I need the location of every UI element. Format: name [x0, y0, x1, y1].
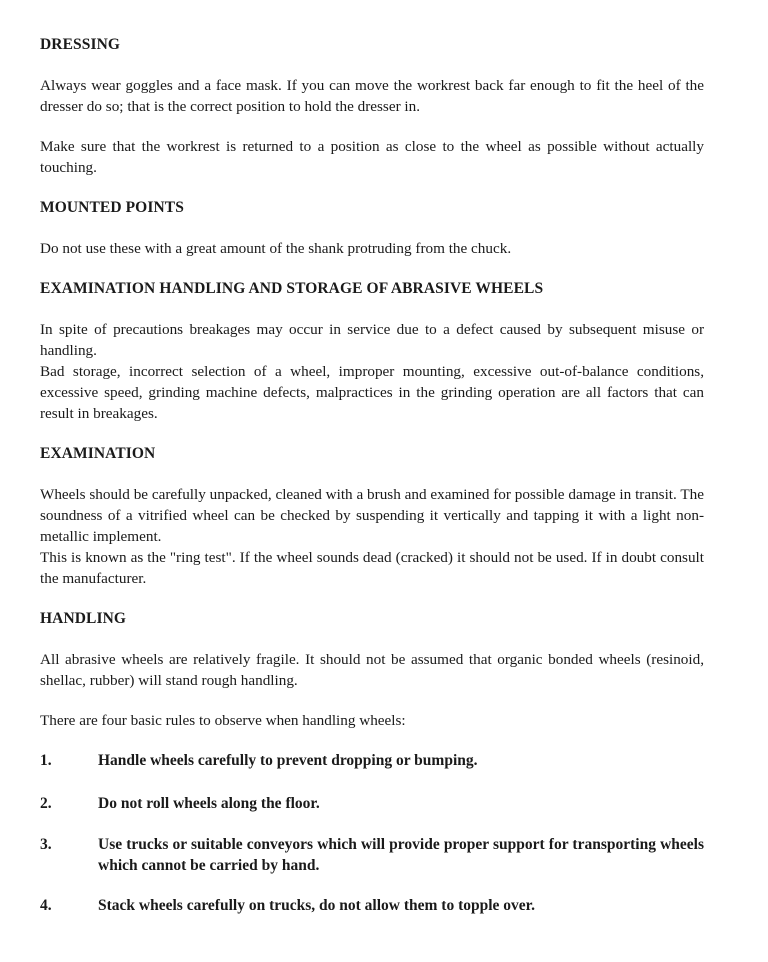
rule-number: 2.: [40, 795, 52, 812]
list-item: [40, 793, 704, 814]
rule-text: Use trucks or suitable conveyors which will provide proper support for transporting wheels which cannot be carried by hand.: [98, 836, 704, 874]
handling-paragraph-2: There are four basic rules to observe when handling wheels:: [40, 712, 406, 729]
rule-number: 4.: [40, 897, 52, 914]
list-item: [40, 895, 704, 916]
dressing-paragraph-1: Always wear goggles and a face mask. If you can move the workrest back far enough to fit the heel of the dresser do so; that is the correct position to hold the dresser in.: [40, 77, 704, 115]
list-item: [40, 750, 704, 771]
handling-paragraph-1: All abrasive wheels are relatively fragile. It should not be assumed that organic bonded wheels (resinoid, shellac, rubber) will stand rough handling.: [40, 651, 704, 689]
dressing-paragraph-2: Make sure that the workrest is returned to a position as close to the wheel as possible without actually touching.: [40, 138, 704, 176]
rule-number: 1.: [40, 752, 52, 769]
examination-paragraph-1: Wheels should be carefully unpacked, cleaned with a brush and examined for possible damage in transit. The soundness of a vitrified wheel can be checked by suspending it vertically and tapping it with a light non-metallic implement.: [40, 486, 704, 545]
heading-mounted-points: MOUNTED POINTS: [40, 199, 184, 216]
heading-dressing: DRESSING: [40, 36, 121, 53]
rule-text: Stack wheels carefully on trucks, do not allow them to topple over.: [98, 897, 536, 914]
examination-paragraph-2: This is known as the "ring test". If the wheel sounds dead (cracked) it should not be used. If in doubt consult the manufacturer.: [40, 549, 704, 587]
list-item: [40, 834, 704, 876]
mounted-points-paragraph: Do not use these with a great amount of the shank protruding from the chuck.: [40, 240, 512, 257]
heading-handling: HANDLING: [40, 610, 127, 627]
handling-rules-list: [40, 750, 704, 916]
ehs-paragraph-2: Bad storage, incorrect selection of a wheel, improper mounting, excessive out-of-balance conditions, excessive speed, grinding machine defects, malpractices in the grinding operation are all factors that can result in breakages.: [40, 363, 704, 422]
document-page: [40, 34, 704, 916]
rule-text: Do not roll wheels along the floor.: [98, 795, 320, 812]
heading-examination-handling-storage: EXAMINATION HANDLING AND STORAGE OF ABRASIVE WHEELS: [40, 280, 544, 297]
rule-text: Handle wheels carefully to prevent dropping or bumping.: [98, 752, 478, 769]
rule-number: 3.: [40, 836, 52, 853]
heading-examination: EXAMINATION: [40, 445, 156, 462]
ehs-paragraph-1: In spite of precautions breakages may occur in service due to a defect caused by subsequent misuse or handling.: [40, 321, 704, 359]
